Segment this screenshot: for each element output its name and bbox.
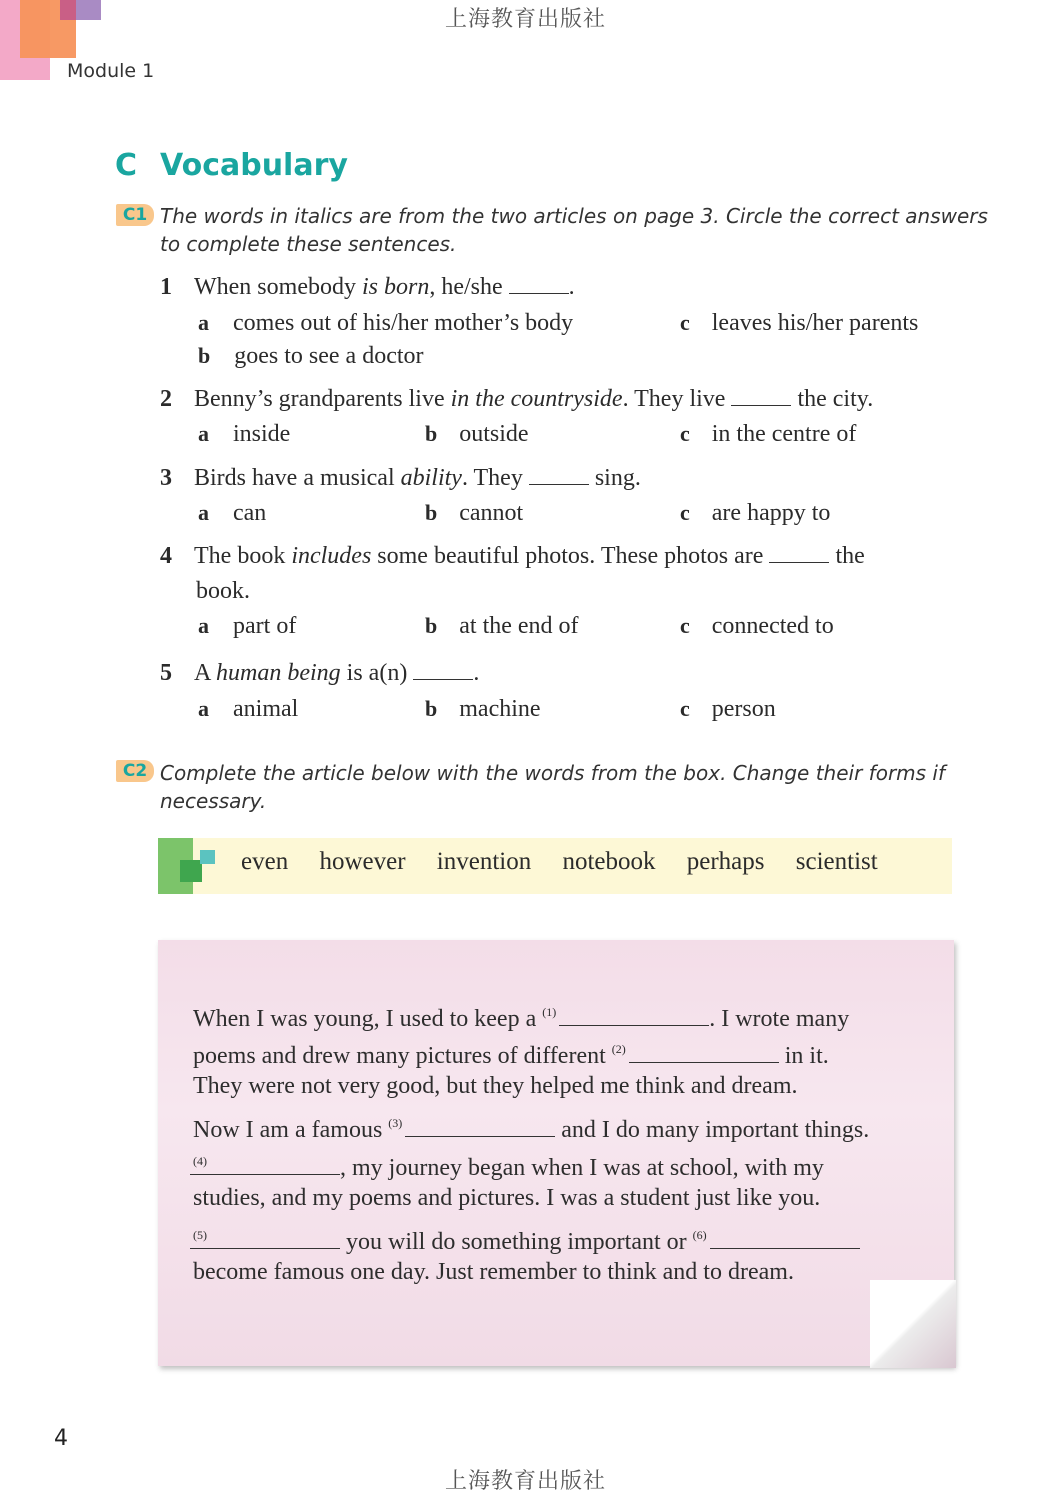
- question-text-pre: The book: [194, 543, 292, 569]
- question-text-post: is a(n): [340, 660, 408, 686]
- option-1a[interactable]: [198, 308, 573, 338]
- article-line-3: They were not very good, but they helped me think and dream.: [193, 1073, 798, 1099]
- question-text-end: the city.: [797, 386, 874, 412]
- option-letter: a: [198, 310, 209, 335]
- option-letter: a: [198, 421, 209, 446]
- corner-decoration-overlap: [60, 0, 76, 20]
- option-text: part of: [233, 613, 297, 639]
- question-text-pre: Benny’s grandparents live: [194, 386, 451, 412]
- gap-number: (3): [388, 1116, 403, 1130]
- option-text: can: [233, 500, 267, 526]
- question-text-pre: A: [194, 660, 217, 686]
- gap-2[interactable]: [629, 1042, 779, 1063]
- section-letter: C: [115, 148, 138, 183]
- option-3a[interactable]: [198, 498, 266, 528]
- option-text: machine: [459, 696, 541, 722]
- question-number: 1: [160, 274, 172, 300]
- option-5b[interactable]: [425, 694, 541, 724]
- option-3b[interactable]: [425, 498, 523, 528]
- word-item: even: [241, 848, 289, 875]
- question-italic-term: human being: [216, 660, 341, 686]
- gap-number: (2): [611, 1042, 626, 1056]
- article-text: you will do something important or: [340, 1229, 687, 1255]
- option-text: animal: [233, 696, 299, 722]
- option-letter: b: [198, 343, 211, 368]
- gap-1[interactable]: [559, 1005, 709, 1026]
- gap-4[interactable]: [190, 1154, 340, 1175]
- option-letter: c: [680, 613, 690, 638]
- page-number: 4: [54, 1426, 68, 1451]
- c2-instruction: [160, 759, 945, 815]
- c1-instruction-line1: The words in italics are from the two articles on page 3. Circle the correct answers: [160, 204, 988, 228]
- article-text: in it.: [778, 1043, 829, 1069]
- option-3c[interactable]: [680, 498, 830, 528]
- gap-number: (5): [193, 1228, 207, 1242]
- word-item: invention: [436, 848, 532, 875]
- option-5c[interactable]: [680, 694, 776, 724]
- option-text: in the centre of: [711, 421, 857, 447]
- option-1c[interactable]: [680, 308, 918, 338]
- gap-6[interactable]: [710, 1228, 860, 1249]
- section-title: Vocabulary: [160, 148, 348, 183]
- option-text: cannot: [459, 500, 524, 526]
- question-italic-term: is born: [361, 274, 430, 300]
- option-2a[interactable]: [198, 419, 290, 449]
- option-text: person: [711, 696, 776, 722]
- question-1: [160, 272, 575, 302]
- footer-publisher: 上海教育出版社: [445, 1469, 607, 1494]
- c1-instruction-line2: to complete these sentences.: [160, 232, 457, 256]
- word-item: perhaps: [686, 848, 765, 875]
- question-4-continued: book.: [196, 578, 250, 604]
- option-5a[interactable]: [198, 694, 298, 724]
- option-text: at the end of: [459, 613, 579, 639]
- option-4c[interactable]: [680, 611, 834, 641]
- word-box-decoration-teal: [200, 850, 215, 864]
- question-number: 3: [160, 465, 172, 491]
- question-number: 4: [160, 543, 172, 569]
- option-1b[interactable]: [198, 341, 424, 371]
- article-text: Now I am a famous: [193, 1117, 383, 1143]
- option-letter: b: [425, 421, 438, 446]
- option-text: inside: [233, 421, 291, 447]
- exercise-tag-c1: C1: [116, 204, 154, 226]
- question-text-end: sing.: [594, 465, 641, 491]
- article-text: . I wrote many: [709, 1006, 850, 1032]
- question-text-post: some beautiful photos. These photos are: [371, 543, 764, 569]
- answer-blank[interactable]: [769, 544, 829, 563]
- question-text-post: . They live: [622, 386, 726, 412]
- option-text: outside: [459, 421, 529, 447]
- option-text: leaves his/her parents: [711, 310, 919, 336]
- c1-instruction: [160, 202, 988, 258]
- option-letter: c: [680, 421, 690, 446]
- article-text: , my journey began when I was at school, with my: [340, 1155, 824, 1181]
- article-text: When I was young, I used to keep a: [193, 1006, 537, 1032]
- exercise-tag-c2: C2: [116, 760, 154, 782]
- option-letter: b: [425, 500, 438, 525]
- article-line-6: studies, and my poems and pictures. I was a student just like you.: [193, 1185, 821, 1211]
- c2-instruction-line2: necessary.: [160, 789, 267, 813]
- c2-instruction-line1: Complete the article below with the words from the box. Change their forms if: [160, 761, 946, 785]
- word-box-words: [241, 848, 903, 876]
- option-letter: c: [680, 696, 690, 721]
- option-letter: c: [680, 500, 690, 525]
- word-box-decoration-square: [180, 860, 202, 882]
- question-number: 5: [160, 660, 172, 686]
- question-2: [160, 384, 873, 414]
- gap-number: (4): [193, 1154, 207, 1168]
- question-text-end: the: [835, 543, 865, 569]
- question-text-pre: Birds have a musical: [194, 465, 401, 491]
- option-text: connected to: [711, 613, 834, 639]
- paper-curl: [870, 1280, 956, 1368]
- answer-blank[interactable]: [413, 661, 473, 680]
- question-text-end: .: [473, 660, 480, 686]
- answer-blank[interactable]: [529, 466, 589, 485]
- option-letter: b: [425, 696, 438, 721]
- gap-5[interactable]: [190, 1228, 340, 1249]
- header-publisher: 上海教育出版社: [445, 7, 607, 32]
- question-text-pre: When somebody: [194, 274, 362, 300]
- option-4a[interactable]: [198, 611, 296, 641]
- gap-3[interactable]: [405, 1116, 555, 1137]
- option-text: comes out of his/her mother’s body: [233, 310, 574, 336]
- option-letter: a: [198, 696, 209, 721]
- question-5: [160, 658, 479, 688]
- gap-number: (1): [542, 1005, 557, 1019]
- article-text: poems and drew many pictures of different: [193, 1043, 606, 1069]
- question-italic-term: ability: [400, 465, 462, 491]
- option-letter: b: [425, 613, 438, 638]
- answer-blank[interactable]: [731, 387, 791, 406]
- option-text: goes to see a doctor: [234, 343, 424, 369]
- option-2b[interactable]: [425, 419, 529, 449]
- answer-blank[interactable]: [509, 275, 569, 294]
- question-text-post: , he/she: [429, 274, 503, 300]
- option-letter: a: [198, 613, 209, 638]
- word-item: however: [319, 848, 406, 875]
- question-italic-term: in the countryside: [450, 386, 623, 412]
- option-2c[interactable]: [680, 419, 856, 449]
- word-item: notebook: [562, 848, 656, 875]
- question-text-post: . They: [461, 465, 523, 491]
- option-letter: c: [680, 310, 690, 335]
- question-4: [160, 541, 865, 571]
- question-text-end: .: [568, 274, 575, 300]
- question-number: 2: [160, 386, 172, 412]
- question-italic-term: includes: [291, 543, 372, 569]
- article-text: and I do many important things.: [555, 1117, 870, 1143]
- option-4b[interactable]: [425, 611, 579, 641]
- question-3: [160, 463, 641, 493]
- word-item: scientist: [795, 848, 878, 875]
- article-line-8: become famous one day. Just remember to think and to dream.: [193, 1259, 794, 1285]
- gap-number: (6): [692, 1228, 707, 1242]
- module-label: Module 1: [67, 60, 155, 82]
- option-text: are happy to: [711, 500, 831, 526]
- option-letter: a: [198, 500, 209, 525]
